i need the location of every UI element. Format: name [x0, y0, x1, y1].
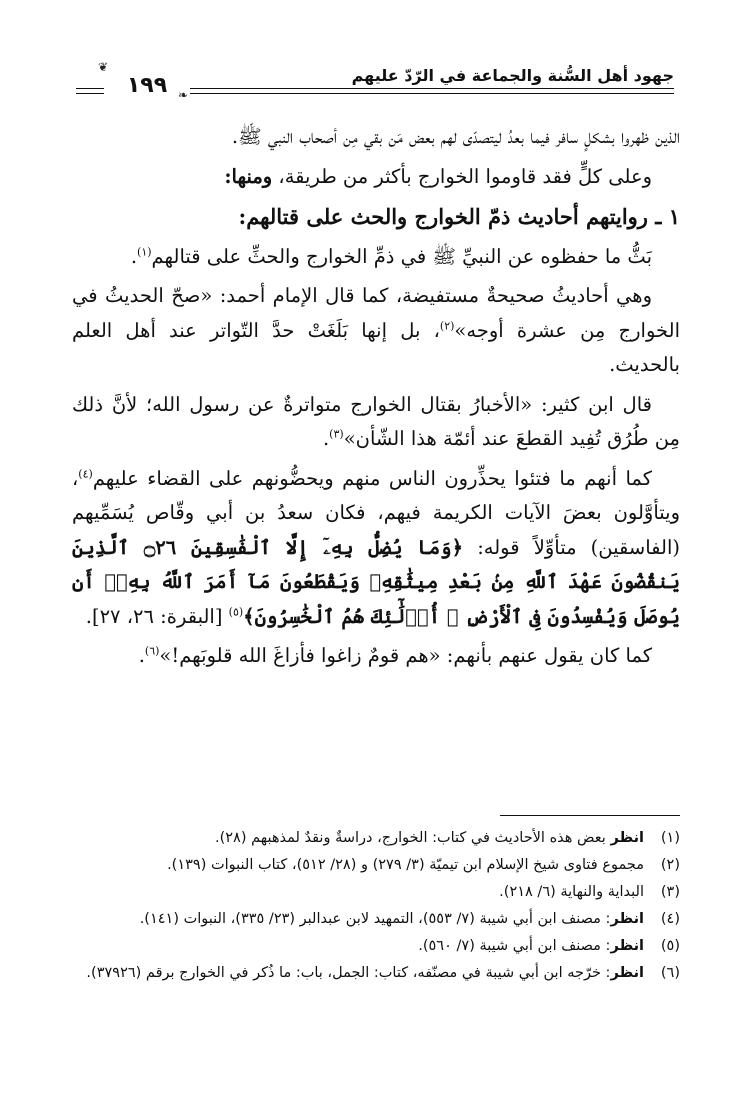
- footnotes: [72, 826, 680, 988]
- paragraph: الذين ظهروا بشكلٍ سافر فيما بعدُ ليتصدّى لهم بعض مَن بقي مِن أصحاب النبي ﷺ.: [231, 125, 680, 148]
- header-rule-left-bottom: [76, 93, 104, 94]
- footnote: (١) انظر بعض هذه الأحاديث في كتاب: الخوارج، دراسةٌ ونقدٌ لمذهبهم (٢٨).: [214, 830, 680, 846]
- paragraph: بَثُّ ما حفظوه عن النبيِّ ﷺ في ذمِّ الخوارج والحثِّ على قتالهم$^{(١)}$.: [130, 244, 652, 268]
- footnote-ref: (٣): [329, 427, 344, 441]
- header-rule-right-bottom: [190, 93, 674, 94]
- paragraph: كما أنهم ما فتئوا يحذِّرون الناس منهم ويحضُّونهم على القضاء عليهم$^{(٤)}$، ويتأوَّلون بعضَ الآيات الكريمة فيهم، فكان سعدُ بن أبي وقّاص يُسَمِّيهم (الفاسقين) متأوِّلاً قوله: ﴿وَمَا يُضِلُّ بِهِۦٓ إِلَّا ٱلْفَٰسِقِينَ ۝٢٦ ٱلَّذِينَ يَنقُضُونَ عَهْدَ ٱللَّهِ مِنۢ بَعْدِ مِيثَٰقِهِۦ وَيَقْطَعُونَ مَآ أَمَرَ ٱللَّهُ بِهِۦٓ أَن يُوصَلَ وَيُفْسِدُونَ فِى ٱلْأَرْضِ ۚ أُو۟لَٰٓئِكَ هُمُ ٱلْخَٰسِرُونَ﴾$^{(٥)}$ [البقرة: ٢٦، ٢٧].: [72, 466, 680, 628]
- page-number-ornament-icon: ❧: [178, 88, 189, 102]
- footnote: (٥) انظر: مصنف ابن أبي شيبة (٧/ ٥٦٠).: [418, 938, 680, 954]
- header-rule-right-top: [190, 88, 674, 89]
- paragraph: وهي أحاديثُ صحيحةٌ مستفيضة، كما قال الإمام أحمد: «صحّ الحديثُ في الخوارج مِن عشرة أوجه»$^{(٢)}$، بل إنها بَلَغَتْ حدَّ التّواتر عند أهل العلم بالحديث.: [72, 284, 680, 376]
- verse-citation: [البقرة: ٢٦، ٢٧].: [85, 604, 229, 628]
- footnote: (٦) انظر: خرّجه ابن أبي شيبة في مصنّفه، كتاب: الجمل، باب: ما ذُكر في الخوارج برقم (٣٧٩٢٦).: [86, 965, 680, 981]
- footnote-ref: (١): [137, 245, 152, 258]
- page-number: ١٩٩: [126, 73, 168, 98]
- footnote-ref: (٤): [78, 467, 93, 480]
- paragraph: كما كان يقول عنهم بأنهم: «هم قومٌ زاغوا فأزاغَ الله قلوبَهم!»$^{(٦)}$.: [138, 644, 652, 667]
- main-text: [72, 120, 680, 679]
- page-number-ornament-icon: ❦: [98, 60, 109, 74]
- footnote-ref: (٥): [228, 605, 244, 618]
- footnote: (٢) مجموع فتاوى شيخ الإسلام ابن تيميّة (٣/ ٢٧٩) و (٢٨/ ٥١٢)، كتاب النبوات (١٣٩).: [167, 857, 680, 873]
- page-header: [76, 60, 674, 112]
- running-head: جهود أهل السُّنة والجماعة في الرّدّ عليهم: [351, 66, 674, 85]
- section-heading: ١ ـ روايتهم أحاديث ذمّ الخوارج والحث على قتالهم:: [238, 204, 680, 229]
- header-rule-left-top: [76, 88, 104, 89]
- paragraph: قال ابن كثير: «الأخبارُ بقتال الخوارج متواترةٌ عن رسول الله؛ لأنَّ ذلك مِن طُرُق تُفِيد القطعَ عند أئمّة هذا الشّأن»$^{(٣)}$.: [72, 392, 680, 450]
- footnote: (٤) انظر: مصنف ابن أبي شيبة (٧/ ٥٥٣)، التمهيد لابن عبدالبر (٢٣/ ٣٣٥)، النبوات (١٤١).: [139, 911, 680, 927]
- footnote-ref: (٢): [439, 319, 455, 332]
- footnote-separator: [500, 815, 680, 816]
- footnote-ref: (٦): [144, 644, 160, 658]
- paragraph: وعلى كلٍّ فقد قاوموا الخوارج بأكثر من طريقة، ومنها:: [224, 164, 652, 188]
- footnote: (٣) البداية والنهاية (٦/ ٢١٨).: [499, 884, 680, 900]
- quran-verse: ﴿وَمَا يُضِلُّ بِهِۦٓ إِلَّا ٱلْفَٰسِقِينَ ۝٢٦ ٱلَّذِينَ يَنقُضُونَ عَهْدَ ٱللَّهِ مِنۢ بَعْدِ مِيثَٰقِهِۦ وَيَقْطَعُونَ مَآ أَمَرَ ٱللَّهُ بِهِۦٓ أَن يُوصَلَ وَيُفْسِدُونَ فِى ٱلْأَرْضِ ۚ أُو۟لَٰٓئِكَ هُمُ ٱلْخَٰسِرُونَ﴾: [72, 535, 680, 628]
